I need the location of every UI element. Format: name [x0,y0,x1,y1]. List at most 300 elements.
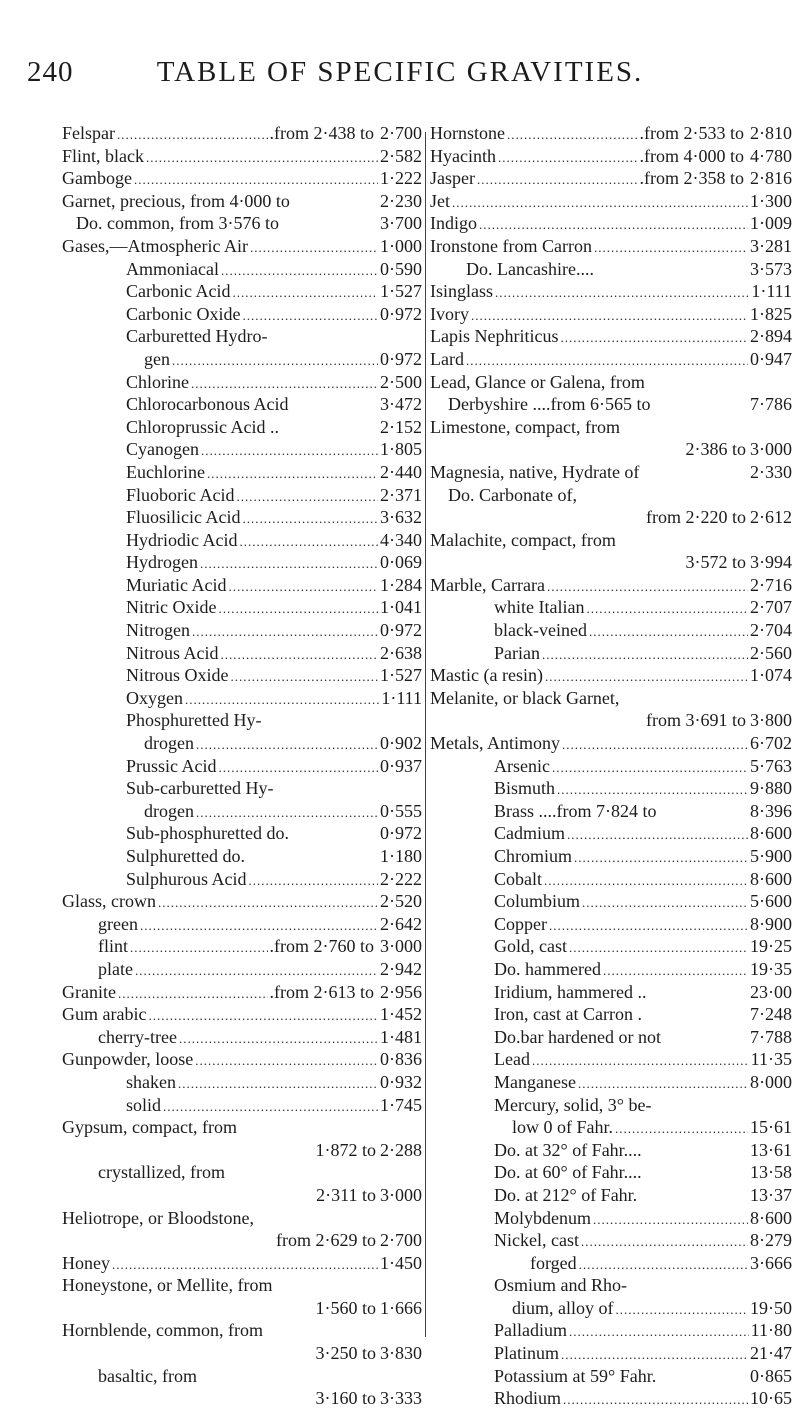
table-row [62,529,422,552]
entry-value: 2·520 [380,891,422,912]
column-divider [425,132,426,1337]
table-row [62,845,422,868]
dot-leader [207,461,378,484]
entry-label: Limestone, compact, from [430,416,620,437]
entry-label: shaken [126,1071,176,1092]
entry-value: 3·632 [380,507,422,528]
dot-leader [163,1094,378,1117]
entry-label: 2·311 to [316,1184,376,1205]
entry-value: 21·47 [750,1343,792,1364]
entry-value: 1·074 [750,665,792,686]
entry-value: 4·340 [380,529,422,550]
entry-label: Carbonic Acid [126,281,231,302]
entry-label: Arsenic [494,755,550,776]
table-row [430,325,792,348]
table-row [430,596,792,619]
dot-leader [452,190,748,213]
table-row [62,619,422,642]
entry-value: 0·836 [380,1049,422,1070]
entry-value: 1·284 [380,574,422,595]
entry-value: 2·500 [380,371,422,392]
entry-label: basaltic, from [98,1365,197,1386]
entry-label: 1·560 to [315,1297,376,1318]
table-row [62,822,422,845]
entry-label: Glass, crown [62,891,156,912]
dot-leader [221,642,379,665]
table-row [62,1319,422,1342]
table-row [62,642,422,665]
table-row [430,1274,792,1297]
table-row [430,167,792,190]
table-row [430,280,792,303]
entry-value: 0·932 [380,1071,422,1092]
table-row [62,958,422,981]
entry-value: 1·222 [380,168,422,189]
table-row [430,1229,792,1252]
entry-value: 1·666 [380,1297,422,1318]
dot-leader [545,664,748,687]
entry-label: 3·250 to [315,1343,376,1364]
dot-leader [569,1319,749,1342]
entry-value: 8·600 [750,823,792,844]
dot-leader [112,1252,378,1275]
table-row [430,1207,792,1230]
entry-value: 3·281 [750,235,792,256]
entry-value: 19·50 [750,1297,792,1318]
entry-label: Do. Carbonate of, [448,484,577,505]
entry-value: 8·600 [750,868,792,889]
entry-label: Jasper [430,168,475,189]
table-row [430,551,792,574]
table-row [62,1026,422,1049]
dot-leader [507,122,638,145]
table-row [430,664,792,687]
dot-leader [148,1003,378,1026]
dot-leader [547,574,748,597]
entry-label: Do.bar hardened or not [494,1026,661,1047]
entry-value: 2·638 [380,642,422,663]
table-row [430,935,792,958]
table-row [430,1071,792,1094]
entry-value: 3·994 [750,552,792,573]
entry-label: Lard [430,348,464,369]
table-row [430,1252,792,1275]
table-row [430,709,792,732]
entry-value: 10·65 [750,1388,792,1409]
entry-label: Manganese [494,1071,576,1092]
entry-label: Hyacinth [430,145,496,166]
dot-leader [569,935,748,958]
table-row [430,484,792,507]
entry-value: 8·600 [750,1207,792,1228]
entry-value: 8·900 [750,913,792,934]
dot-leader [250,235,378,258]
entry-value: 2·582 [380,145,422,166]
dot-leader [140,913,378,936]
entry-label: Mercury, solid, 3° be- [494,1094,652,1115]
entry-label: 1·872 to [315,1139,376,1160]
table-row [430,1003,792,1026]
table-row [62,1207,422,1230]
entry-label: Gunpowder, loose [62,1049,194,1070]
entry-label: Melanite, or black Garnet, [430,687,620,708]
entry-label: Iron, cast at Carron . [494,1004,642,1025]
entry-range: .from 4·000 to [639,145,744,166]
entry-value: 2·152 [380,416,422,437]
entry-label: Garnet, precious, from 4·000 to [62,190,290,211]
entry-value: 3·700 [380,213,422,234]
dot-leader [579,1252,748,1275]
entry-label: solid [126,1094,162,1115]
entry-value: 3·830 [380,1343,422,1364]
entry-value: 3·573 [750,258,792,279]
entry-label: 2·386 to [685,439,746,460]
table-row [62,393,422,416]
entry-label: 3·572 to [685,552,746,573]
dot-leader [196,732,378,755]
dot-leader [581,1229,748,1252]
entry-label: Ammoniacal [126,258,219,279]
dot-leader [130,935,268,958]
table-row [430,1094,792,1117]
table-row [62,1161,422,1184]
entry-label: Lead [494,1049,530,1070]
entry-value: 19·25 [750,936,792,957]
dot-leader [471,303,748,326]
entry-value: 1·180 [380,846,422,866]
entry-label: Carburetted Hydro- [126,326,268,347]
entry-value: 13·58 [750,1162,792,1183]
table-row [62,1365,422,1388]
entry-label: Nitrogen [126,620,190,641]
entry-label: Chlorocarbonous Acid [126,394,289,415]
table-row [62,1274,422,1297]
dot-leader [218,596,378,619]
table-row [430,687,792,710]
dot-leader [563,1387,748,1410]
table-row [62,755,422,778]
table-row [430,1139,792,1162]
table-row [62,1229,422,1252]
entry-value: 1·300 [750,190,792,211]
table-row [430,348,792,371]
entry-label: Lapis Nephriticus [430,326,559,347]
entry-label: Ivory [430,303,469,324]
table-row [62,461,422,484]
entry-label: Hydrogen [126,552,198,573]
table-row [430,958,792,981]
dot-leader [477,167,638,190]
table-row [430,1116,792,1139]
entry-value: 7·786 [750,394,792,415]
entry-label: crystallized, from [98,1162,225,1183]
dot-leader [228,574,378,597]
entry-value: 1·805 [380,439,422,460]
table-row [430,822,792,845]
entry-label: Sulphuretted do. [126,846,245,866]
entry-label: flint [98,936,128,957]
entry-label: dium, alloy of [512,1297,614,1318]
entry-label: Granite [62,981,116,1002]
entry-value: 8·396 [750,800,792,821]
entry-label: from 3·691 to [646,710,746,731]
entry-value: 1·825 [750,303,792,324]
table-row [62,935,422,958]
entry-label: Lead, Glance or Galena, from [430,371,645,392]
entry-label: Hydriodic Acid [126,529,238,550]
entry-value: 3·000 [750,439,792,460]
right-column [430,122,792,1410]
dot-leader [231,664,379,687]
entry-value: 0·555 [380,800,422,821]
table-row [62,145,422,168]
entry-label: Cyanogen [126,439,199,460]
table-row [430,1365,792,1388]
entry-label: black-veined [494,620,587,641]
entry-range: .from 2·438 to [269,123,374,143]
dot-leader [498,145,638,168]
entry-label: Gases,—Atmospheric Air [62,235,248,256]
entry-range: .from 2·613 to [269,981,374,1002]
entry-value: 5·900 [750,846,792,866]
table-row [62,167,422,190]
dot-leader [237,484,379,507]
table-row [62,596,422,619]
entry-label: Do. at 60° of Fahr.... [494,1162,642,1183]
entry-label: Nitrous Acid [126,642,219,663]
table-row [430,506,792,529]
table-row [62,438,422,461]
entry-label: Brass ....from 7·824 to [494,800,657,821]
table-row [62,664,422,687]
entry-value: 19·35 [750,958,792,979]
entry-range: .from 2·533 to [639,123,744,143]
entry-label: Prussic Acid [126,755,217,776]
entry-label: forged [530,1252,577,1273]
entry-label: Derbyshire ....from 6·565 to [448,394,651,415]
entry-value: 1·481 [380,1026,422,1047]
table-row [430,258,792,281]
entry-label: Sub-phosphuretted do. [126,823,289,844]
dot-leader [118,981,268,1004]
entry-label: Do. common, from 3·576 to [76,213,279,234]
entry-value: 2·816 [750,168,792,189]
entry-value: 2·330 [750,461,792,482]
table-row [62,484,422,507]
dot-leader [117,122,268,145]
entry-range: .from 2·358 to [639,168,744,189]
entry-value: 0·972 [380,348,422,369]
table-row [62,709,422,732]
dot-leader [557,777,748,800]
table-row [430,145,792,168]
table-row [62,800,422,823]
table-row [62,280,422,303]
entry-label: Metals, Antimony [430,733,560,754]
entry-label: Nitric Oxide [126,597,217,618]
dot-leader [479,212,748,235]
entry-value: 2·810 [750,123,792,143]
entry-value: 0·902 [380,733,422,754]
table-row [62,868,422,891]
entry-value: 1·009 [750,213,792,234]
entry-value: 2·440 [380,461,422,482]
dot-leader [549,913,748,936]
table-row [430,642,792,665]
dot-leader [574,845,748,868]
entry-label: Molybdenum [494,1207,591,1228]
entry-label: Gold, cast [494,936,567,957]
entry-label: drogen [144,800,194,821]
entry-value: 23·00 [750,981,792,1002]
dot-leader [185,687,379,710]
table-row [430,1184,792,1207]
table-row [430,461,792,484]
dot-leader [578,1071,748,1094]
table-row [430,303,792,326]
entry-value: 3·000 [380,936,422,957]
table-row [62,1116,422,1139]
entry-label: Cadmium [494,823,565,844]
table-row [430,732,792,755]
table-row [430,619,792,642]
page-number: 240 [27,56,74,88]
entry-label: Carbonic Oxide [126,303,241,324]
entry-label: Ironstone from Carron [430,235,592,256]
dot-leader [242,303,378,326]
dot-leader [243,506,379,529]
entry-label: Euchlorine [126,461,205,482]
dot-leader [586,596,748,619]
entry-label: green [98,913,138,934]
entry-label: Phosphuretted Hy- [126,710,262,731]
dot-leader [249,868,378,891]
table-row [430,416,792,439]
table-row [430,574,792,597]
table-row [430,1026,792,1049]
entry-label: Nickel, cast [494,1230,579,1251]
entry-label: Jet [430,190,450,211]
dot-leader [593,1207,748,1230]
entry-value: 0·590 [380,258,422,279]
dot-leader [219,755,378,778]
entry-value: 0·069 [380,552,422,573]
table-row [430,868,792,891]
entry-value: 0·972 [380,620,422,641]
entry-label: from 2·220 to [646,507,746,528]
table-row [430,913,792,936]
entry-value: 1·111 [751,281,792,302]
table-row [62,235,422,258]
dot-leader [200,551,378,574]
entry-label: Rhodium [494,1388,562,1409]
entry-label: Do. at 32° of Fahr.... [494,1139,642,1160]
entry-label: Platinum [494,1343,560,1364]
entry-value: 2·222 [380,868,422,889]
entry-label: Fluoboric Acid [126,484,235,505]
entry-label: cherry-tree [98,1026,177,1047]
entry-value: 11·35 [750,1049,792,1070]
entry-label: Gum arabic [62,1004,147,1025]
dot-leader [616,1297,749,1320]
table-row [430,122,792,145]
entry-value: 15·61 [750,1117,792,1138]
entry-value: 2·942 [380,958,422,979]
dot-leader [172,348,378,371]
table-row [62,1139,422,1162]
table-row [62,506,422,529]
table-row [62,348,422,371]
entry-value: 5·600 [750,891,792,912]
entry-label: Isinglass [430,281,493,302]
table-row [430,393,792,416]
table-row [430,190,792,213]
entry-label: Sub-carburetted Hy- [126,778,274,799]
table-row [62,325,422,348]
entry-label: Osmium and Rho- [494,1275,627,1296]
dot-leader [201,438,378,461]
entry-label: Gamboge [62,168,132,189]
table-row [430,1387,792,1410]
dot-leader [532,1048,749,1071]
entry-value: 7·788 [750,1026,792,1047]
table-row [430,235,792,258]
table-row [62,303,422,326]
dot-leader [221,258,378,281]
table-row [62,1297,422,1320]
entry-label: Sulphurous Acid [126,868,247,889]
entry-value: 3·800 [750,710,792,731]
entry-label: white Italian [494,597,585,618]
entry-label: Chromium [494,846,573,866]
table-row [62,190,422,213]
entry-label: low 0 of Fahr. [512,1117,613,1138]
table-row [62,1071,422,1094]
entry-value: 2·704 [750,620,792,641]
table-row [62,890,422,913]
dot-leader [179,1026,378,1049]
entry-value: 3·000 [380,1184,422,1205]
left-column [62,122,422,1410]
entry-label: 3·160 to [315,1388,376,1409]
entry-label: Cobalt [494,868,542,889]
table-row [62,1094,422,1117]
table-row [62,1252,422,1275]
entry-label: Heliotrope, or Bloodstone, [62,1207,254,1228]
entry-value: 6·702 [750,733,792,754]
entry-label: Potassium at 59° Fahr. [494,1365,657,1386]
entry-label: Nitrous Oxide [126,665,229,686]
dot-leader [239,529,378,552]
entry-label: Magnesia, native, Hydrate of [430,461,640,482]
table-row [430,1161,792,1184]
table-row [62,687,422,710]
entry-value: 2·716 [750,574,792,595]
entry-value: 1·111 [381,687,422,708]
entry-value: 1·527 [380,665,422,686]
entry-value: 2·612 [750,507,792,528]
table-row [62,551,422,574]
table-row [430,845,792,868]
dot-leader [195,1048,378,1071]
dot-leader [561,1342,748,1365]
dot-leader [589,619,748,642]
entry-label: Hornblende, common, from [62,1320,263,1341]
entry-label: Malachite, compact, from [430,529,616,550]
table-row [430,1048,792,1071]
dot-leader [560,325,748,348]
dot-leader [146,145,378,168]
